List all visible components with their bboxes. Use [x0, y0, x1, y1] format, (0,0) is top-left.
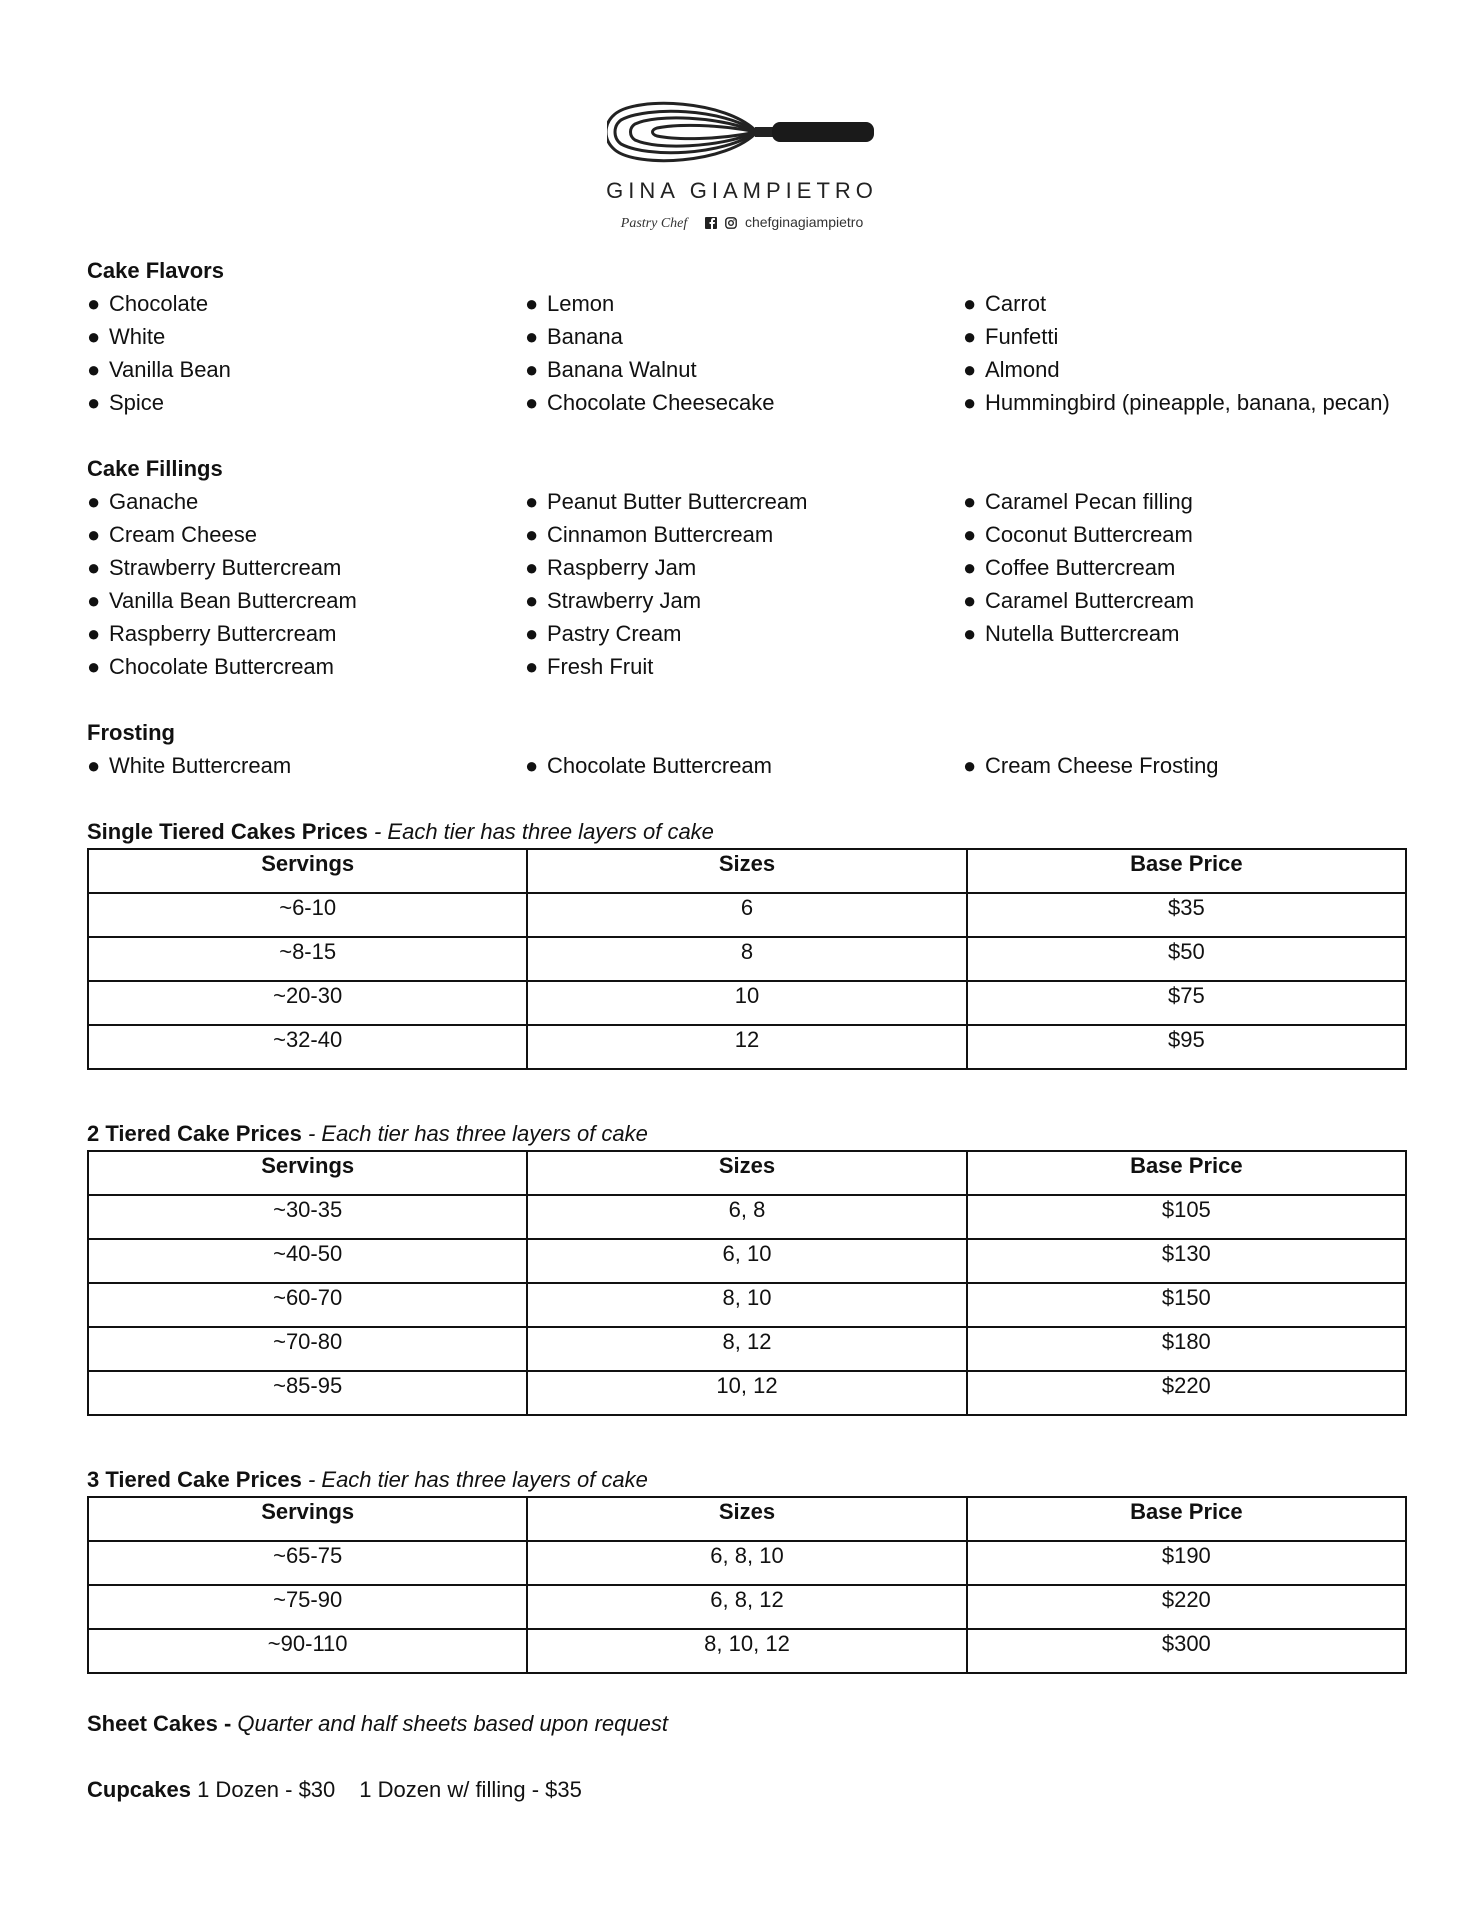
- table-row: [88, 893, 1406, 937]
- list-item: ● Strawberry Buttercream: [87, 555, 342, 580]
- table-row: [88, 937, 1406, 981]
- servings-cell: ~75-90: [88, 1585, 527, 1629]
- two-tier-title: 2 Tiered Cake Prices - Each tier has three layers of cake: [87, 1121, 648, 1146]
- table-row: [88, 1585, 1406, 1629]
- menu-content: [87, 254, 1407, 1806]
- servings-cell: ~90-110: [88, 1629, 527, 1673]
- list-item: ● Vanilla Bean: [87, 357, 231, 382]
- cake-fillings-title: Cake Fillings: [87, 456, 223, 481]
- table-header-row: [88, 849, 1406, 893]
- facebook-icon: [705, 217, 717, 229]
- frosting-list: [87, 749, 1407, 782]
- column-header: Sizes: [527, 849, 966, 893]
- servings-cell: ~40-50: [88, 1239, 527, 1283]
- list-item: ● Vanilla Bean Buttercream: [87, 588, 357, 613]
- column-header: Base Price: [967, 1151, 1406, 1195]
- sheet-cakes-note: Quarter and half sheets based upon request: [237, 1711, 668, 1736]
- list-item: ● Chocolate Buttercream: [87, 654, 334, 679]
- list-item: ● Coffee Buttercream: [963, 555, 1176, 580]
- list-item: ● Raspberry Buttercream: [87, 621, 337, 646]
- list-item: ● Strawberry Jam: [525, 588, 702, 613]
- cupcakes-dozen-price: 1 Dozen - $30: [197, 1777, 336, 1802]
- sheet-cakes-line: [87, 1707, 1407, 1740]
- servings-cell: ~85-95: [88, 1371, 527, 1415]
- sizes-cell: 12: [527, 1025, 966, 1069]
- servings-cell: ~20-30: [88, 981, 527, 1025]
- sizes-cell: 6, 8, 10: [527, 1541, 966, 1585]
- list-item: ● Almond: [963, 357, 1060, 382]
- list-item: ● White: [87, 324, 166, 349]
- list-item: ● Chocolate: [87, 291, 209, 316]
- list-item: ● Carrot: [963, 291, 1047, 316]
- single-tier-table: [87, 848, 1407, 1070]
- list-item: ● Banana: [525, 324, 623, 349]
- servings-cell: ~8-15: [88, 937, 527, 981]
- table-row: [88, 1541, 1406, 1585]
- sizes-cell: 8, 10: [527, 1283, 966, 1327]
- price-cell: $220: [967, 1585, 1406, 1629]
- price-cell: $190: [967, 1541, 1406, 1585]
- three-tier-title: 3 Tiered Cake Prices - Each tier has three layers of cake: [87, 1467, 648, 1492]
- sizes-cell: 6, 8, 12: [527, 1585, 966, 1629]
- list-item: ● Cream Cheese Frosting: [963, 753, 1219, 778]
- cupcakes-filling-price: 1 Dozen w/ filling - $35: [359, 1777, 582, 1802]
- column-header: Servings: [88, 1151, 527, 1195]
- column-header: Servings: [88, 849, 527, 893]
- servings-cell: ~60-70: [88, 1283, 527, 1327]
- price-cell: $150: [967, 1283, 1406, 1327]
- price-cell: $35: [967, 893, 1406, 937]
- cake-fillings-list: [87, 485, 1407, 683]
- sizes-cell: 10, 12: [527, 1371, 966, 1415]
- instagram-icon: [725, 217, 737, 229]
- table-row: [88, 981, 1406, 1025]
- list-item: ● Lemon: [525, 291, 615, 316]
- social-handle: chefginagiampietro: [744, 214, 864, 230]
- price-cell: $130: [967, 1239, 1406, 1283]
- list-item: ● Fresh Fruit: [525, 654, 654, 679]
- three-tier-table: [87, 1496, 1407, 1674]
- list-item: ● Peanut Butter Buttercream: [525, 489, 808, 514]
- price-cell: $50: [967, 937, 1406, 981]
- table-row: [88, 1283, 1406, 1327]
- price-cell: $105: [967, 1195, 1406, 1239]
- list-item: ● Spice: [87, 390, 165, 415]
- sizes-cell: 8: [527, 937, 966, 981]
- price-cell: $300: [967, 1629, 1406, 1673]
- sizes-cell: 10: [527, 981, 966, 1025]
- list-item: ● Banana Walnut: [525, 357, 697, 382]
- table-header-row: [88, 1497, 1406, 1541]
- list-item: ● Raspberry Jam: [525, 555, 697, 580]
- table-row: [88, 1025, 1406, 1069]
- list-item: ● Coconut Buttercream: [963, 522, 1193, 547]
- chef-role: Pastry Chef: [620, 216, 688, 231]
- table-row: [88, 1239, 1406, 1283]
- cupcakes-line: [87, 1773, 1407, 1806]
- single-tier-title: Single Tiered Cakes Prices - Each tier has three layers of cake: [87, 819, 714, 844]
- sizes-cell: 8, 10, 12: [527, 1629, 966, 1673]
- price-cell: $95: [967, 1025, 1406, 1069]
- servings-cell: ~70-80: [88, 1327, 527, 1371]
- column-header: Sizes: [527, 1497, 966, 1541]
- brand-name: GINA GIAMPIETRO: [606, 178, 878, 203]
- column-header: Sizes: [527, 1151, 966, 1195]
- table-row: [88, 1195, 1406, 1239]
- list-item: ● Cream Cheese: [87, 522, 257, 547]
- list-item: ● Chocolate Cheesecake: [525, 390, 775, 415]
- frosting-title: Frosting: [87, 720, 175, 745]
- table-row: [88, 1327, 1406, 1371]
- price-cell: $180: [967, 1327, 1406, 1371]
- servings-cell: ~65-75: [88, 1541, 527, 1585]
- list-item: ● Chocolate Buttercream: [525, 753, 772, 778]
- logo-header: [0, 100, 1484, 232]
- price-cell: $75: [967, 981, 1406, 1025]
- sheet-cakes-title: Sheet Cakes -: [87, 1711, 232, 1736]
- sizes-cell: 8, 12: [527, 1327, 966, 1371]
- list-item: ● White Buttercream: [87, 753, 292, 778]
- column-header: Servings: [88, 1497, 527, 1541]
- column-header: Base Price: [967, 1497, 1406, 1541]
- list-item: ● Hummingbird (pineapple, banana, pecan): [963, 390, 1390, 415]
- two-tier-table: [87, 1150, 1407, 1416]
- price-cell: $220: [967, 1371, 1406, 1415]
- tagline: [0, 214, 1484, 232]
- table-row: [88, 1629, 1406, 1673]
- list-item: ● Ganache: [87, 489, 199, 514]
- cupcakes-title: Cupcakes: [87, 1777, 191, 1802]
- servings-cell: ~6-10: [88, 893, 527, 937]
- list-item: ● Funfetti: [963, 324, 1059, 349]
- whisk-icon: [607, 100, 877, 164]
- list-item: ● Caramel Pecan filling: [963, 489, 1193, 514]
- table-header-row: [88, 1151, 1406, 1195]
- list-item: ● Caramel Buttercream: [963, 588, 1195, 613]
- sizes-cell: 6, 10: [527, 1239, 966, 1283]
- sizes-cell: 6, 8: [527, 1195, 966, 1239]
- column-header: Base Price: [967, 849, 1406, 893]
- cake-flavors-title: Cake Flavors: [87, 258, 224, 283]
- table-row: [88, 1371, 1406, 1415]
- cake-flavors-list: [87, 287, 1407, 419]
- list-item: ● Cinnamon Buttercream: [525, 522, 774, 547]
- servings-cell: ~32-40: [88, 1025, 527, 1069]
- servings-cell: ~30-35: [88, 1195, 527, 1239]
- list-item: ● Pastry Cream: [525, 621, 682, 646]
- list-item: ● Nutella Buttercream: [963, 621, 1180, 646]
- sizes-cell: 6: [527, 893, 966, 937]
